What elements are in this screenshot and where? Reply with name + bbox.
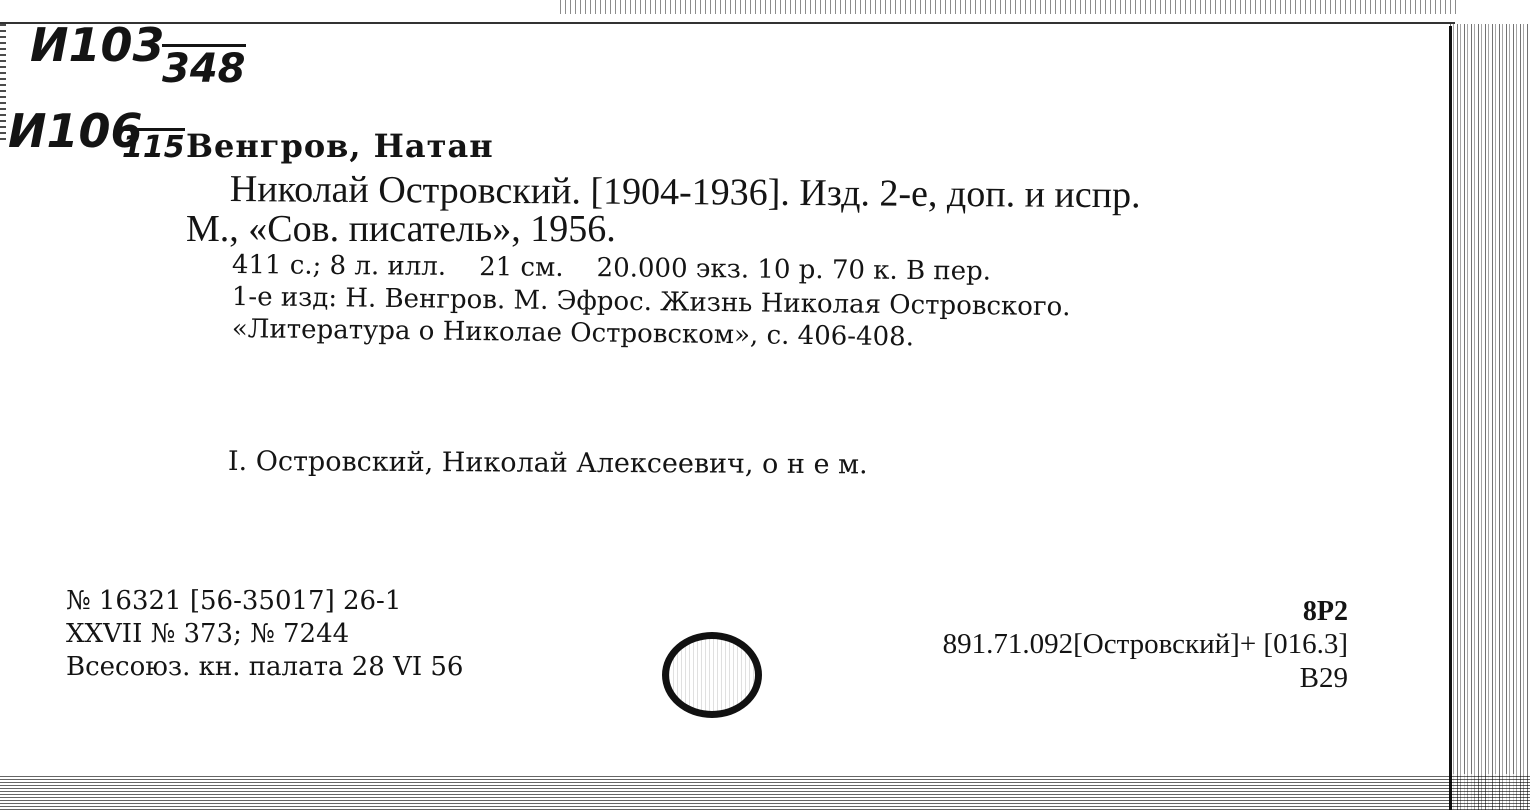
card-right-edge: [1449, 26, 1452, 810]
footer-left-line-3: Всесоюз. кн. палата 28 VI 56: [66, 652, 464, 682]
card-author: Венгров, Натан: [186, 127, 494, 165]
footer-right-code-bottom: В29: [1299, 662, 1348, 694]
card-note-line-2: «Литература о Николае Островском», с. 406-408.: [231, 314, 915, 353]
handwritten-mark-2-sub: [122, 128, 185, 163]
card-imprint-line: М., «Сов. писатель», 1956.: [186, 208, 616, 250]
handwritten-mark-2-sub-text: 115: [122, 130, 185, 165]
card-title-line: Николай Островский. [1904-1936]. Изд. 2-е, доп. и испр.: [229, 168, 1141, 217]
handwritten-mark-1-main: И103: [30, 18, 165, 72]
footer-right-classification: 891.71.092[Островский]+ [016.3]: [942, 628, 1348, 660]
scan-noise-left: [0, 20, 6, 140]
library-stamp-circle: [662, 632, 762, 718]
scan-noise-bottom: [0, 774, 1530, 810]
footer-left-line-1: № 16321 [56-35017] 26-1: [66, 586, 402, 616]
card-note-line-1: 1-е изд: Н. Венгров. М. Эфрос. Жизнь Николая Островского.: [231, 282, 1071, 323]
card-subject-heading: I. Островский, Николай Алексеевич, о н е м.: [227, 446, 868, 481]
card-top-edge: [0, 22, 1455, 24]
handwritten-mark-1-sub-text: 348: [162, 46, 246, 92]
scan-noise-right: [1450, 24, 1530, 810]
card-physical-line: 411 с.; 8 л. илл. 21 см. 20.000 экз. 10 р. 70 к. В пер.: [231, 250, 992, 287]
handwritten-mark-2-main: И106: [8, 104, 143, 158]
footer-left-line-2: XXVII № 373; № 7244: [66, 619, 350, 649]
footer-right-code-top: 8Р2: [1302, 596, 1348, 627]
handwritten-mark-1: [30, 18, 165, 72]
handwritten-mark-1-sub: [162, 44, 246, 92]
scan-noise-top: [560, 0, 1460, 14]
